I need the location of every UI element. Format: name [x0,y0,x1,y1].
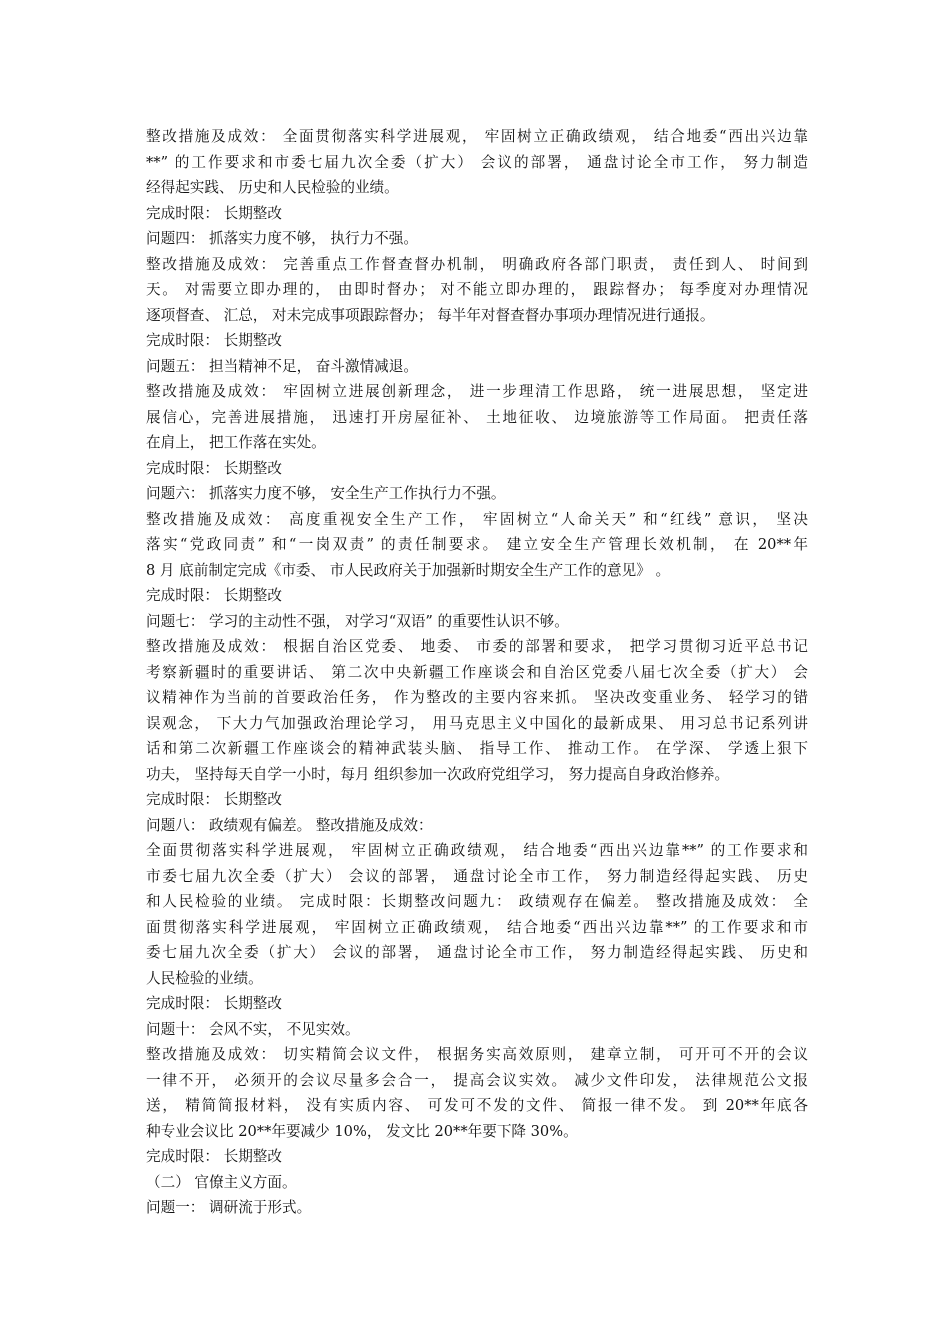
text-line: 完成时限： 长期整改 [146,204,282,222]
text-line: 全面贯彻落实科学进展观， 牢固树立正确政绩观， 结合地委“西出兴边靠**” 的工作要求和 [146,842,808,859]
text-line: 问题四： 抓落实力度不够， 执行力不强。 [146,230,418,247]
text-line: 送， 精简简报材料， 没有实质内容、 可发可不发的文件、 简报一律不发。 到 20**年底各 [146,1097,808,1114]
text-line: 经得起实践、 历史和人民检验的业绩。 [146,179,399,196]
text-line: 完成时限： 长期整改 [146,791,282,808]
text-line: 考察新疆时的重要讲话、 第二次中央新疆工作座谈会和自治区党委八届七次全委（扩大） 会 [146,663,808,681]
text-line: 整改措施及成效： 牢固树立进展创新理念， 进一步理清工作思路， 统一进展思想， 坚定进 [146,383,808,400]
text-line: 委七届九次全委（扩大） 会议的部署， 通盘讨论全市工作， 努力制造经得起实践、 历史和 [146,944,808,961]
text-line: 问题八： 政绩观有偏差。 整改措施及成效： [146,816,433,834]
text-line: **” 的工作要求和市委七届九次全委（扩大） 会议的部署， 通盘讨论全市工作， 努力制造 [146,153,808,171]
text-line: 整改措施及成效： 高度重视安全生产工作， 牢固树立“人命关天” 和“红线” 意识， 坚决 [146,510,808,528]
text-line: 天。 对需要立即办理的， 由即时督办； 对不能立即办理的， 跟踪督办； 每季度对办理情况 [146,281,808,298]
text-line: 完成时限： 长期整改 [146,995,282,1012]
text-line: 在肩上， 把工作落在实处。 [146,434,326,451]
text-line: 议精神作为当前的首要政治任务， 作为整改的主要内容来抓。 坚决改变重业务、 轻学习的错 [146,689,808,706]
text-line: 整改措施及成效： 完善重点工作督查督办机制， 明确政府各部门职责， 责任到人、 时间到 [146,255,808,273]
text-line: 整改措施及成效： 切实精简会议文件， 根据务实高效原则， 建章立制， 可开可不开的会议 [146,1046,808,1063]
text-line: 问题五： 担当精神不足， 奋斗激情减退。 [146,357,418,375]
text-line: （二） 官僚主义方面。 [146,1173,297,1191]
text-line: 话和第二次新疆工作座谈会的精神武装头脑、 指导工作、 推动工作。 在学深、 学透上狠下 [146,740,808,757]
text-line: 展信心，完善进展措施， 迅速打开房屋征补、 土地征收、 边境旅游等工作局面。 把责任落 [146,408,808,426]
text-line: 完成时限： 长期整改 [146,332,282,349]
text-line: 一律不开， 必须开的会议尽量多会合一， 提高会议实效。 减少文件印发， 法律规范公文报 [146,1071,808,1089]
text-line: 功夫， 坚持每天自学一小时，每月 组织参加一次政府党组学习， 努力提高自身政治修养。 [146,765,730,783]
text-line: 问题六： 抓落实力度不够， 安全生产工作执行力不强。 [146,485,506,502]
text-line: 逐项督查、 汇总， 对未完成事项跟踪督办； 每半年对督查督办事项办理情况进行通报。 [146,306,715,324]
text-line: 整改措施及成效： 根据自治区党委、 地委、 市委的部署和要求， 把学习贯彻习近平总书记 [146,638,808,655]
text-line: 完成时限： 长期整改 [146,459,282,477]
text-line: 8 月 底前制定完成《市委、 市人民政府关于加强新时期安全生产工作的意见》 。 [146,561,671,579]
text-line: 整改措施及成效： 全面贯彻落实科学进展观， 牢固树立正确政绩观， 结合地委“西出兴边靠 [146,128,808,145]
text-line: 问题十： 会风不实， 不见实效。 [146,1020,360,1038]
text-line: 完成时限： 长期整改 [146,587,282,604]
text-line: 和人民检验的业绩。 完成时限：长期整改问题九： 政绩观存在偏差。 整改措施及成效： 全 [146,893,808,910]
text-line: 完成时限： 长期整改 [146,1148,282,1165]
text-line: 误观念， 下大力气加强政治理论学习， 用马克思主义中国化的最新成果、 用习总书记系列讲 [146,714,808,732]
text-line: 问题七： 学习的主动性不强， 对学习“双语” 的重要性认识不够。 [146,612,569,630]
text-line: 人民检验的业绩。 [146,969,263,987]
text-line: 市委七届九次全委（扩大） 会议的部署， 通盘讨论全市工作， 努力制造经得起实践、 历史 [146,867,808,885]
text-line: 问题一： 调研流于形式。 [146,1199,312,1216]
text-line: 面贯彻落实科学进展观， 牢固树立正确政绩观， 结合地委“西出兴边靠**” 的工作要求和市 [146,918,808,936]
text-line: 落实“党政同责” 和“一岗双责” 的责任制要求。 建立安全生产管理长效机制， 在 20**年 [146,536,808,553]
text-line: 种专业会议比 20**年要减少 10%， 发文比 20**年要下降 30%。 [146,1122,578,1140]
document-body [146,124,808,1221]
